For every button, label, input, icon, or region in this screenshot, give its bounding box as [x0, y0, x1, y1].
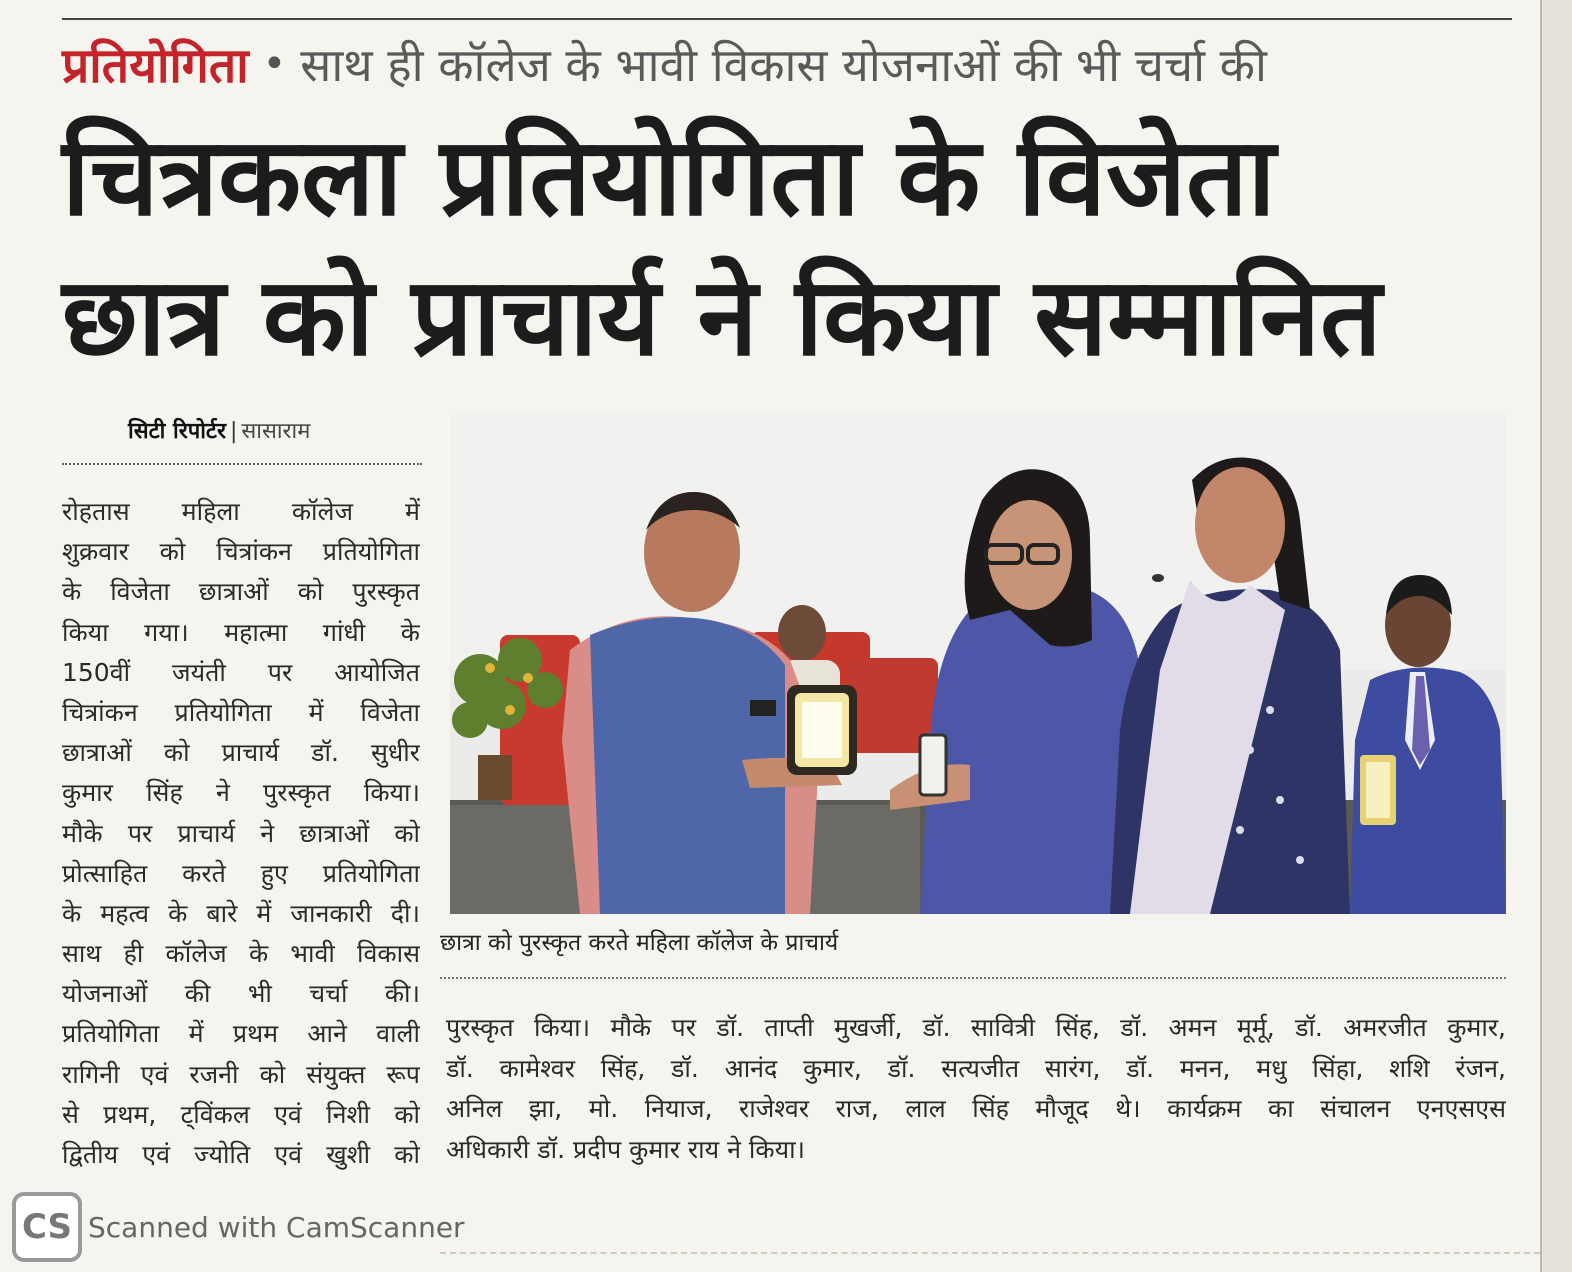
headline-line-1: चित्रकला प्रतियोगिता के विजेता — [62, 115, 1276, 240]
news-photo — [450, 410, 1506, 914]
article-line: 150वीं जयंती पर आयोजित — [62, 657, 420, 687]
byline-rule — [62, 463, 422, 465]
article-line: पुरस्कृत किया। मौके पर डॉ. ताप्ती मुखर्जी, डॉ. सावित्री सिंह, डॉ. अमन मूर्मू, डॉ. अमरजीत कुमार, — [446, 1013, 1506, 1042]
page-edge — [1540, 0, 1572, 1272]
article-line: रोहतास महिला कॉलेज में — [62, 497, 420, 526]
kicker-bullet: • — [262, 41, 287, 87]
article-line: डॉ. कामेश्वर सिंह, डॉ. आनंद कुमार, डॉ. सत्यजीत सारंग, डॉ. मनन, मधु सिंहा, शशि रंजन, — [446, 1053, 1506, 1083]
article-line: साथ ही कॉलेज के भावी विकास — [62, 939, 420, 969]
photo-caption: छात्रा को पुरस्कृत करते महिला कॉलेज के प्राचार्य — [440, 930, 839, 956]
article-line: अनिल झा, मो. नियाज, राजेश्वर राज, लाल सिंह मौजूद थे। कार्यक्रम का संचालन एनएसएस — [446, 1094, 1506, 1123]
top-rule — [62, 18, 1512, 20]
article-column-2 — [446, 1008, 1506, 1170]
kicker — [62, 28, 1267, 100]
bottom-edge-rule — [440, 1252, 1540, 1254]
article-line: प्रतियोगिता में प्रथम आने वाली — [62, 1019, 420, 1049]
article-line: अधिकारी डॉ. प्रदीप कुमार राय ने किया। — [446, 1134, 806, 1164]
camscanner-logo-icon: CS — [12, 1192, 82, 1262]
article-line: छात्राओं को प्राचार्य डॉ. सुधीर — [62, 738, 420, 768]
article-line: द्वितीय एवं ज्योति एवं खुशी को — [62, 1140, 420, 1169]
article-line: के विजेता छात्राओं को पुरस्कृत — [62, 577, 420, 607]
article-line: किया गया। महात्मा गांधी के — [62, 617, 420, 647]
byline — [128, 415, 310, 445]
article-line: रागिनी एवं रजनी को संयुक्त रूप — [62, 1059, 420, 1089]
kicker-category: प्रतियोगिता — [62, 37, 249, 94]
camscanner-watermark — [12, 1192, 465, 1262]
kicker-subhead: साथ ही कॉलेज के भावी विकास योजनाओं की भी चर्चा की — [300, 38, 1267, 92]
article-line: प्रोत्साहित करते हुए प्रतियोगिता — [62, 858, 420, 888]
article-line: से प्रथम, ट्विंकल एवं निशी को — [62, 1099, 420, 1129]
headline — [62, 108, 1502, 388]
byline-reporter: सिटी रिपोर्टर — [128, 419, 226, 444]
article-line: योजनाओं की भी चर्चा की। — [62, 979, 420, 1009]
byline-place: सासाराम — [241, 419, 311, 444]
caption-rule — [440, 977, 1506, 979]
article-line: मौके पर प्राचार्य ने छात्राओं को — [62, 818, 420, 848]
camscanner-text: Scanned with CamScanner — [88, 1210, 465, 1244]
article-line: कुमार सिंह ने पुरस्कृत किया। — [62, 778, 420, 808]
article-line: के महत्व के बारे में जानकारी दी। — [62, 898, 420, 928]
byline-separator: | — [230, 419, 238, 444]
headline-line-2: छात्र को प्राचार्य ने किया सम्मानित — [62, 255, 1382, 380]
article-line: चित्रांकन प्रतियोगिता में विजेता — [62, 697, 420, 727]
article-column-1 — [62, 492, 420, 1175]
article-line: शुक्रवार को चित्रांकन प्रतियोगिता — [62, 537, 420, 567]
